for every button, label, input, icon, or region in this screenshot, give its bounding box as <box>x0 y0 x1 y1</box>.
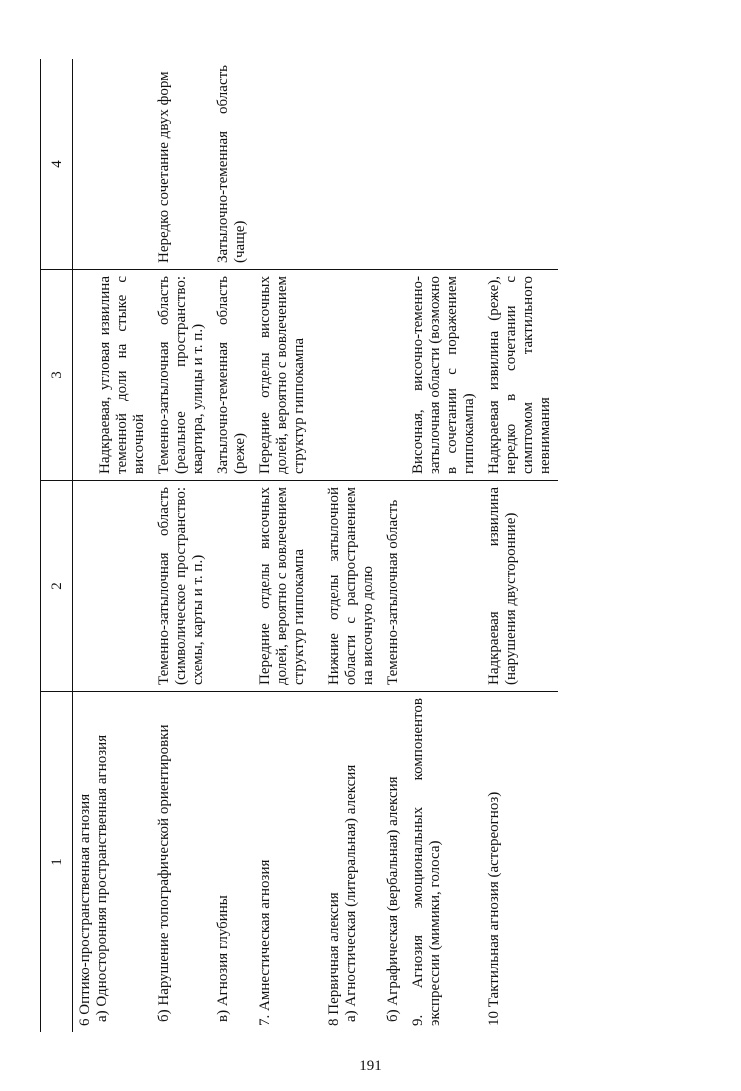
table-row <box>381 59 406 1032</box>
column-header-2: 2 <box>41 481 73 692</box>
col4-cell <box>482 59 558 270</box>
col4-cell <box>406 59 482 270</box>
col3-cell: Затылочно-теменная область (реже) <box>211 270 253 481</box>
col3-cell <box>312 270 381 481</box>
col2-cell: Теменно-затылочная область (символическое пространство: схемы, карты и т. п.) <box>152 481 211 692</box>
row-title: б) Нарушение топографической ориентировки <box>156 724 172 1022</box>
localization-table <box>40 59 558 1032</box>
row-subtitle: а) Агностическая (литеральная) алексия <box>343 764 359 1022</box>
table-row <box>253 59 312 1032</box>
row-title: 7. Амнестическая агнозия <box>257 859 273 1026</box>
col4-cell <box>381 59 406 270</box>
column-header-3: 3 <box>41 270 73 481</box>
col3-cell: Передние отделы височных долей, вероятно с вовлечением структур гиппокампа <box>253 270 312 481</box>
col4-cell: Нередко сочетание двух форм <box>156 71 172 263</box>
row-title: в) Агнозия глубины <box>215 895 231 1022</box>
col3-cell <box>381 270 406 481</box>
col2-cell <box>73 481 153 692</box>
col2-cell: Передние отделы височных долей, вероятно с вовлечением структур гиппокампа <box>253 481 312 692</box>
col2-cell: Теменно-затылочная область <box>381 481 406 692</box>
col3-cell: Теменно-затылочная область (реальное пространство: квартира, улицы и т. п.) <box>152 270 211 481</box>
page-number: 191 <box>359 1058 382 1074</box>
row-label-cell <box>73 692 153 1033</box>
col3-cell: Надкраевая извилина (реже), нередко в сочетании с симптомом тактильного невнимания <box>482 270 558 481</box>
col4-cell: Затылочно-теменная область (чаще) <box>215 65 248 263</box>
table-row <box>211 59 253 1032</box>
row-title: 10 Тактильная агнозия (астереогноз) <box>486 791 502 1026</box>
row-title: б) Аграфическая (вербальная) алексия <box>385 776 401 1022</box>
table-row <box>312 59 381 1032</box>
col2-cell <box>406 481 482 692</box>
col2-cell: Нижние отделы затылочной области с распространением на височную долю <box>312 481 381 692</box>
col2-cell <box>211 481 253 692</box>
column-header-1: 1 <box>41 692 73 1033</box>
row-title: 6 Оптико-пространственная агнозия <box>77 793 93 1026</box>
row-label-cell <box>312 692 381 1033</box>
row-title: 8 Первичная алексия <box>326 892 342 1026</box>
col4-cell <box>253 59 312 270</box>
col4-cell <box>312 59 381 270</box>
row-label-cell <box>253 692 312 1033</box>
table-row <box>482 59 558 1032</box>
column-header-4: 4 <box>41 59 73 270</box>
table-row <box>73 59 153 1032</box>
row-label-cell <box>381 692 406 1033</box>
rotated-table-container <box>40 62 680 1032</box>
col3-cell: Надкраевая, угловая извилина теменной доли на стыке с височной <box>73 270 153 481</box>
col2-cell: Надкраевая извилина (нарушения двусторонние) <box>482 481 558 692</box>
table-row <box>152 59 211 1032</box>
row-label-cell <box>482 692 558 1033</box>
row-label-cell <box>152 692 211 1033</box>
col4-cell <box>73 59 153 270</box>
header-row <box>41 59 73 1032</box>
row-title: 9. Агнозия эмоциональных компонентов экспрессии (мимики, голоса) <box>410 698 443 1026</box>
table-row <box>406 59 482 1032</box>
row-label-cell <box>211 692 253 1033</box>
col3-cell: Височная, височно-теменно-затылочная области (возможно в сочетании с поражением гиппокампа) <box>406 270 482 481</box>
row-subtitle: а) Односторонняя пространственная агнозия <box>94 734 110 1022</box>
row-label-cell <box>406 692 482 1033</box>
